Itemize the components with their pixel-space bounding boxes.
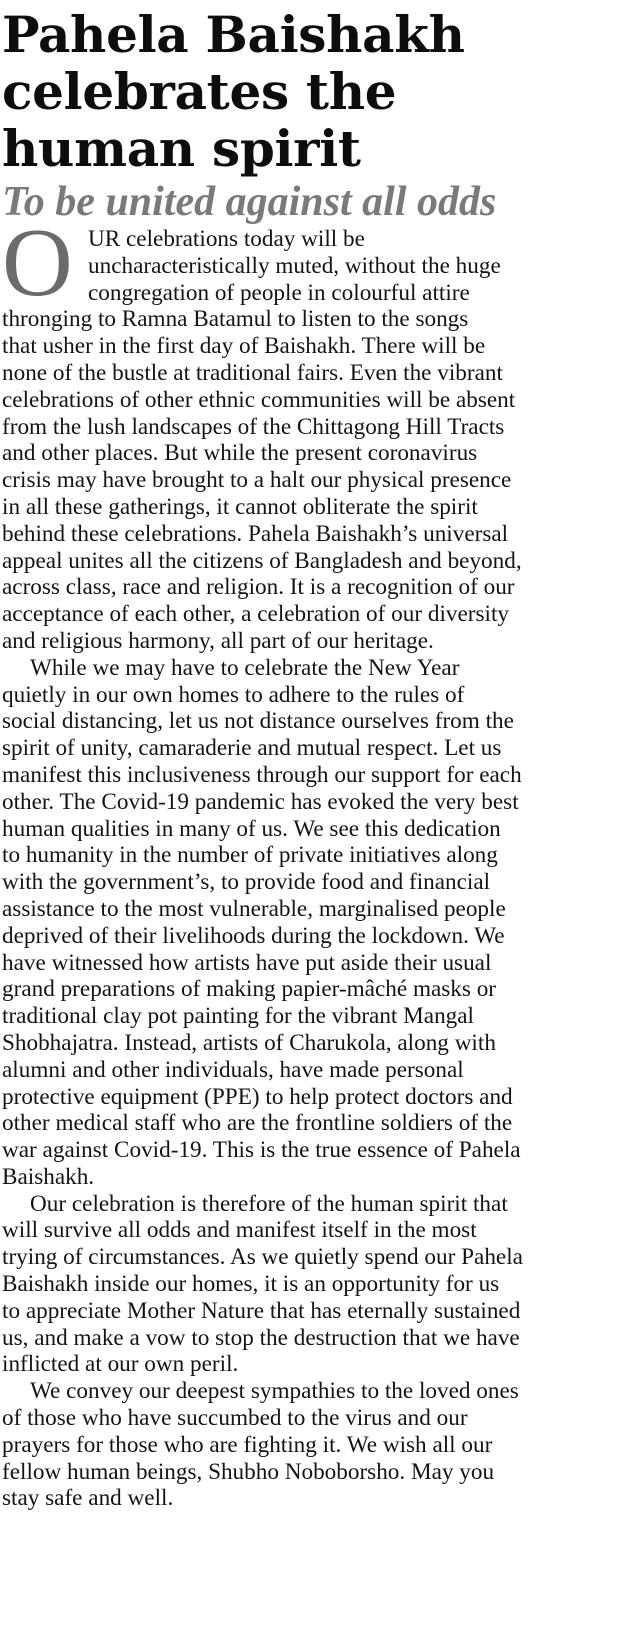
text-line: across class, race and religion. It is a recognition of our	[2, 574, 515, 601]
text-line: with the government’s, to provide food and financial	[2, 869, 491, 896]
text-line: and religious harmony, all part of our heritage.	[2, 627, 434, 654]
text-line: to humanity in the number of private initiatives along	[2, 842, 498, 869]
paragraph-3	[2, 1191, 629, 1379]
headline-line: celebrates the	[2, 62, 397, 121]
text-line: have witnessed how artists have put aside their usual	[2, 949, 492, 976]
text-line: human qualities in many of us. We see this dedication	[2, 815, 501, 842]
text-line: to appreciate Mother Nature that has eternally sustained	[2, 1297, 521, 1324]
text-line: social distancing, let us not distance ourselves from the	[2, 708, 514, 735]
text-line: other. The Covid-19 pandemic has evoked the very best	[2, 788, 519, 815]
text-line: alumni and other individuals, have made personal	[2, 1056, 464, 1083]
text-line: assistance to the most vulnerable, marginalised people	[2, 895, 506, 922]
text-line: us, and make a vow to stop the destruction that we have	[2, 1324, 520, 1351]
text-line: that usher in the first day of Baishakh. There will be	[2, 333, 486, 360]
drop-cap: O	[2, 209, 73, 317]
text-line: traditional clay pot painting for the vibrant Mangal	[2, 1003, 474, 1030]
paragraph-4	[2, 1378, 629, 1512]
text-line: appeal unites all the citizens of Bangladesh and beyond,	[2, 547, 522, 574]
text-line: Our celebration is therefore of the human spirit that	[30, 1190, 508, 1217]
text-line: Shobhajatra. Instead, artists of Charukola, along with	[2, 1029, 496, 1056]
text-line: fellow human beings, Shubho Noboborsho. May you	[2, 1458, 495, 1485]
text-line: While we may have to celebrate the New Year	[30, 654, 460, 681]
text-line: congregation of people in colourful attire	[88, 279, 470, 306]
text-line: Baishakh inside our homes, it is an opportunity for us	[2, 1271, 500, 1298]
article-body	[0, 209, 629, 1512]
headline-line: Pahela Baishakh	[2, 5, 465, 64]
paragraph-2	[2, 655, 629, 1191]
text-line: of those who have succumbed to the virus and our	[2, 1405, 468, 1432]
text-line: trying of circumstances. As we quietly spend our Pahela	[2, 1244, 523, 1271]
text-line: in all these gatherings, it cannot obliterate the spirit	[2, 493, 478, 520]
text-line: and other places. But while the present coronavirus	[2, 440, 478, 467]
text-line: other medical staff who are the frontline soldiers of the	[2, 1110, 513, 1137]
text-line: quietly in our own homes to adhere to the rules of	[2, 681, 465, 708]
text-line: prayers for those who are fighting it. We wish all our	[2, 1431, 493, 1458]
text-line: manifest this inclusiveness through our support for each	[2, 761, 522, 788]
text-line: We convey our deepest sympathies to the loved ones	[30, 1378, 519, 1405]
text-line: deprived of their livelihoods during the lockdown. We	[2, 922, 505, 949]
text-line: will survive all odds and manifest itself in the most	[2, 1217, 477, 1244]
subheadline: To be united against all odds	[2, 179, 497, 225]
text-line: none of the bustle at traditional fairs. Even the vibrant	[2, 359, 503, 386]
text-line: acceptance of each other, a celebration of our diversity	[2, 601, 509, 628]
text-line: protective equipment (PPE) to help protect doctors and	[2, 1083, 513, 1110]
text-line: crisis may have brought to a halt our physical presence	[2, 467, 512, 494]
text-line: behind these celebrations. Pahela Baishakh’s universal	[2, 520, 509, 547]
text-line: inflicted at our own peril.	[2, 1351, 239, 1378]
text-line: spirit of unity, camaraderie and mutual respect. Let us	[2, 735, 502, 762]
text-line: Baishakh.	[2, 1163, 95, 1190]
text-line: UR celebrations today will be	[88, 226, 365, 252]
text-line: war against Covid-19. This is the true essence of Pahela	[2, 1137, 521, 1164]
headline-line: human spirit	[2, 119, 361, 178]
text-line: grand preparations of making papier-mâché masks or	[2, 976, 497, 1003]
paragraph-1	[2, 209, 629, 655]
headline	[0, 0, 629, 177]
text-line: thronging to Ramna Batamul to listen to the songs	[2, 306, 469, 333]
text-line: from the lush landscapes of the Chittagong Hill Tracts	[2, 413, 505, 440]
text-line: celebrations of other ethnic communities will be absent	[2, 386, 516, 413]
text-line: stay safe and well.	[2, 1485, 174, 1512]
text-line: uncharacteristically muted, without the huge	[88, 252, 501, 279]
